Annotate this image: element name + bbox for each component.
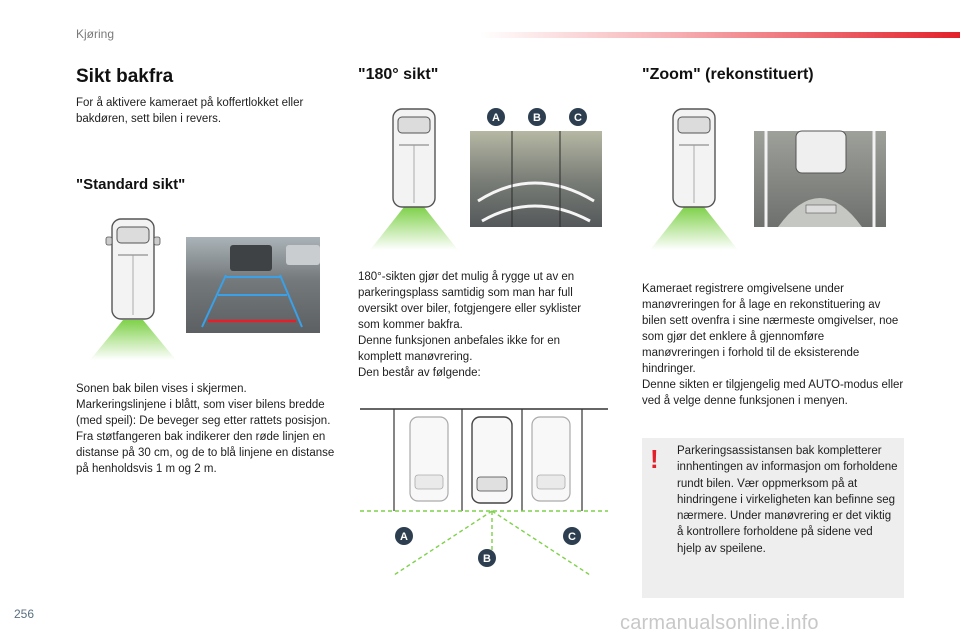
zoom-view-illustration <box>650 105 900 255</box>
intro-text: For å aktivere kameraet på koffertlokket eller bakdøren, sett bilen i revers. <box>76 97 304 125</box>
camera-cone <box>90 320 176 360</box>
diagram-label-b: B <box>483 553 491 565</box>
watermark: carmanualsonline.info <box>620 612 819 634</box>
parking-diagram <box>360 405 608 580</box>
parked-van-left <box>410 417 448 501</box>
warning-icon: ! <box>650 444 659 474</box>
page-title: Sikt bakfra <box>76 66 174 87</box>
wide-view-text: 180°-sikten gjør det mulig å rygge ut av en parkeringsplass samtidig som man har full oversikt over biler, fotgjengere eller syklister som kommer bakfra. Denne funksjonen anbefales ikke for en komplett manøvrering. Den består av følgende: <box>358 271 582 379</box>
label-b: B <box>533 112 541 124</box>
view-labels <box>487 108 587 126</box>
diagram-label-c: C <box>568 531 576 543</box>
section-header: Kjøring <box>76 27 115 41</box>
zoom-view-title: "Zoom" (rekonstituert) <box>642 66 814 83</box>
standard-view-illustration <box>90 215 330 365</box>
camera-screen-wide <box>470 131 602 227</box>
camera-screen-standard <box>186 237 320 333</box>
page-number: 256 <box>14 607 35 621</box>
wide-view-title: "180° sikt" <box>358 66 439 83</box>
zoom-view-text: Kameraet registrere omgivelsene under manøvreringen for å lage en rekonstituering av bilen sett ovenfra i sine nærmeste omgivelser, noe som gjør det enklere å gjennomføre manøvreringen i forhold til de eksisterende hindringer. Denne sikten er tilgjengelig med AUTO-modus eller ved å velge denne funksjonen i menyen. <box>642 283 904 407</box>
parked-van-center <box>472 417 512 503</box>
label-a: A <box>492 112 500 124</box>
standard-view-text: Sonen bak bilen vises i skjermen. Markeringslinjene i blått, som viser bilens bredde (med speil): De beveger seg etter rattets posisjon. Fra støtfangeren bak indikerer den røde linjen en distanse på 30 cm, og de to blå linjene en distanse på henholdsvis 1 m og 2 m. <box>76 383 335 475</box>
wide-view-illustration <box>370 105 610 255</box>
parked-van-right <box>532 417 570 501</box>
van-topview <box>673 109 715 207</box>
van-topview <box>106 219 160 319</box>
label-c: C <box>574 112 582 124</box>
camera-cone <box>370 207 458 250</box>
warning-text: Parkeringsassistansen bak kompletterer innhentingen av informasjon om forholdene rundt bilen. Vær oppmerksom på at hindringene i virkeligheten kan befinne seg nærmere. Under manøvrering er det viktig å kontrollere forholdene på sidene ved hjelp av speilene. <box>677 445 898 555</box>
standard-view-title: "Standard sikt" <box>76 176 186 193</box>
camera-screen-zoom <box>754 131 886 227</box>
diagram-label-a: A <box>400 531 408 543</box>
header-accent-bar <box>480 32 960 38</box>
camera-cone <box>650 207 738 250</box>
van-topview <box>393 109 435 207</box>
